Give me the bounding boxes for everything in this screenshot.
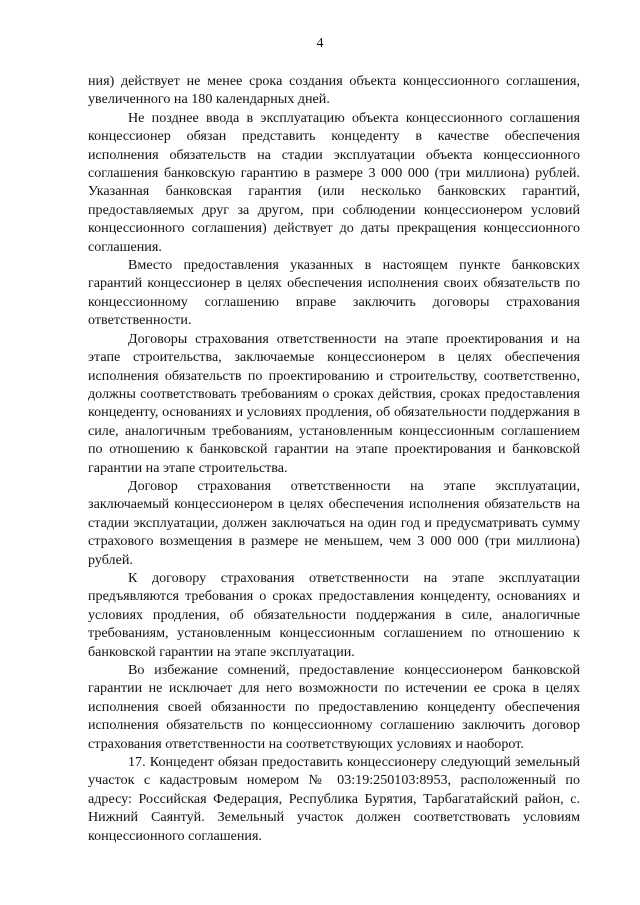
paragraph-insurance-alternative: Вместо предоставления указанных в настоящем пункте банковских гарантий концессионер в целях обеспечения исполнения своих обязательств по концессионному соглашению вправе заключить договоры страхования ответственности. — [88, 257, 580, 329]
paragraph-insurance-operation-requirements: К договору страхования ответственности на этапе эксплуатации предъявляются требования о сроках предоставления концеденту, основаниях и условиях продления, об обязательности поддержания в силе, аналогичные требованиям, установленным концессионным соглашением по отношению к банковской гарантии на этапе эксплуатации. — [88, 569, 580, 660]
paragraph-avoidance-of-doubt: Во избежание сомнений, предоставление концессионером банковской гарантии не исключает для него возможности по истечении ее срока в целях исполнения своей обязанности по предоставлению концеденту обеспечения исполнения обязательств по концессионному соглашению заключить договор страхования ответственности на соответствующих условиях и наоборот. — [88, 662, 580, 752]
paragraph-bank-guarantee-operation: Не позднее ввода в эксплуатацию объекта концессионного соглашения концессионер обязан представить концеденту в качестве обеспечения исполнения обязательств на стадии эксплуатации объекта концессионного соглашения банковскую гарантию в размере 3 000 000 (три миллиона) рублей. Указанная банковская гарантия (или несколько банковских гарантий, предоставляемых друг за другом, при соблюдении концессионером условий концессионного соглашения) действует до даты прекращения концессионного соглашения. — [88, 109, 580, 255]
document-body — [88, 72, 580, 845]
page-number: 4 — [316, 36, 324, 51]
paragraph-insurance-operation: Договор страхования ответственности на этапе эксплуатации, заключаемый концессионером в целях обеспечения исполнения обязательств на стадии эксплуатации, должен заключаться на один год и предусматривать сумму страхового возмещения в размере не меньшем, чем 3 000 000 (три миллиона) рублей. — [88, 477, 580, 568]
paragraph-clause-17-land-plot: 17. Концедент обязан предоставить концессионеру следующий земельный участок с кадастровым номером № 03:19:250103:8953, расположенный по адресу: Российская Федерация, Республика Бурятия, Тарбагатайский район, с. Нижний Саянтуй. Земельный участок должен соответствовать условиям концессионного соглашения. — [88, 754, 580, 844]
paragraph-continued: ния) действует не менее срока создания объекта концессионного соглашения, увеличенного на 180 календарных дней. — [88, 73, 580, 108]
paragraph-insurance-design-construction: Договоры страхования ответственности на этапе проектирования и на этапе строительства, заключаемые концессионером в целях обеспечения исполнения обязательств по проектированию и строительству, соответственно, должны соответствовать требованиям о сроках действия, сроках предоставления концеденту, основаниях и условиях продления, об обязательности поддержания в силе, аналогичным требованиям, установленным концессионным соглашением по отношению к банковской гарантии на этапе проектирования и банковской гарантии на этапе строительства. — [88, 330, 580, 476]
